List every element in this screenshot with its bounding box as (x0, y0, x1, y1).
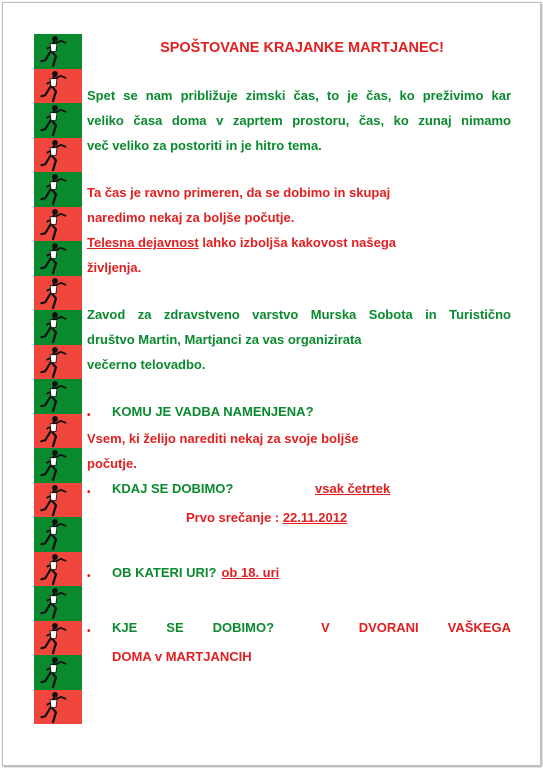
runner-icon (39, 484, 69, 517)
time-paragraph (87, 180, 511, 230)
answer-where: DOMA v MARTJANCIH (112, 649, 252, 664)
time-line-1: Ta čas je ravno primeren, da se dobimo in skupaj (87, 185, 391, 200)
answer-hour: ob 18. uri (221, 565, 280, 580)
answer-who-line-2: počutje. (87, 456, 137, 471)
first-meeting-date: 22.11.2012 (282, 510, 348, 525)
runner-icon (39, 173, 69, 206)
where-word-5: DVORANI (358, 620, 419, 635)
activity-line-2: življenja. (87, 260, 142, 275)
time-line-2: naredimo nekaj za boljše počutje. (87, 210, 295, 225)
where-word-3: DOBIMO? (212, 620, 275, 635)
runner-icon (39, 277, 69, 310)
question-who-text: KOMU JE VADBA NAMENJENA? (112, 404, 314, 419)
runner-icon (39, 139, 69, 172)
question-when-text: KDAJ SE DOBIMO? (112, 481, 234, 496)
runner-icon (39, 587, 69, 620)
runner-tile (34, 448, 82, 483)
organizer-paragraph (87, 302, 511, 377)
flyer-title: SPOŠTOVANE KRAJANKE MARTJANEC! (160, 40, 444, 56)
runner-icon (39, 518, 69, 551)
runner-icon (39, 242, 69, 275)
intro-line-1: Spet se nam približuje zimski čas, to je čas, ko preživimo kar (87, 88, 511, 103)
question-hour-text: OB KATERI URI? (112, 565, 217, 580)
runner-tile (34, 655, 82, 690)
runner-icon (39, 346, 69, 379)
decorative-runner-strip (34, 34, 82, 724)
runner-icon (39, 691, 69, 724)
where-word-1: KJE (112, 620, 138, 635)
runner-tile (34, 379, 82, 414)
question-when (87, 476, 511, 503)
activity-paragraph (87, 230, 511, 280)
runner-tile (34, 483, 82, 518)
intro-line-3: več veliko za postoriti in je hitro tema. (87, 138, 322, 153)
activity-line-1-rest: lahko izboljša kakovost našega (198, 235, 396, 250)
question-where (87, 615, 511, 642)
where-word-4: V (321, 620, 330, 635)
runner-tile (34, 69, 82, 104)
runner-tile (34, 586, 82, 621)
runner-icon (39, 208, 69, 241)
bullet-icon: • (87, 626, 91, 637)
question-who (87, 399, 511, 426)
runner-tile (34, 103, 82, 138)
activity-highlight: Telesna dejavnost (87, 235, 199, 250)
question-where-text (112, 615, 511, 640)
answer-when: vsak četrtek (315, 481, 391, 496)
runner-tile (34, 345, 82, 380)
runner-tile (34, 207, 82, 242)
runner-icon (39, 380, 69, 413)
runner-tile (34, 621, 82, 656)
runner-icon (39, 622, 69, 655)
runner-icon (39, 656, 69, 689)
where-word-6: VAŠKEGA (447, 620, 511, 635)
runner-tile (34, 414, 82, 449)
runner-tile (34, 172, 82, 207)
runner-tile (34, 241, 82, 276)
first-meeting (87, 505, 511, 530)
runner-tile (34, 517, 82, 552)
intro-paragraph (87, 83, 511, 158)
runner-icon (39, 35, 69, 68)
runner-tile (34, 138, 82, 173)
bullet-icon: • (87, 487, 91, 498)
runner-tile (34, 34, 82, 69)
runner-icon (39, 70, 69, 103)
intro-line-2: veliko časa doma v zaprtem prostoru, čas, ko zunaj nimamo (87, 113, 511, 128)
answer-who (87, 426, 511, 476)
runner-tile (34, 552, 82, 587)
bullet-icon: • (87, 410, 91, 421)
organizer-line-1: Zavod za zdravstveno varstvo Murska Sobota in Turistično (87, 307, 511, 322)
runner-icon (39, 553, 69, 586)
flyer-content (87, 34, 511, 669)
runner-tile (34, 690, 82, 725)
runner-icon (39, 449, 69, 482)
runner-icon (39, 415, 69, 448)
first-meeting-label: Prvo srečanje : (186, 510, 283, 525)
activity-line-1 (87, 230, 511, 255)
where-word-2: SE (166, 620, 184, 635)
runner-tile (34, 310, 82, 345)
runner-tile (34, 276, 82, 311)
organizer-line-3: večerno telovadbo. (87, 357, 206, 372)
runner-icon (39, 104, 69, 137)
question-hour (87, 560, 511, 587)
answer-who-line-1: Vsem, ki želijo narediti nekaj za svoje boljše (87, 431, 359, 446)
organizer-line-2: društvo Martin, Martjanci za vas organizirata (87, 332, 362, 347)
bullet-icon: • (87, 571, 91, 582)
runner-icon (39, 311, 69, 344)
